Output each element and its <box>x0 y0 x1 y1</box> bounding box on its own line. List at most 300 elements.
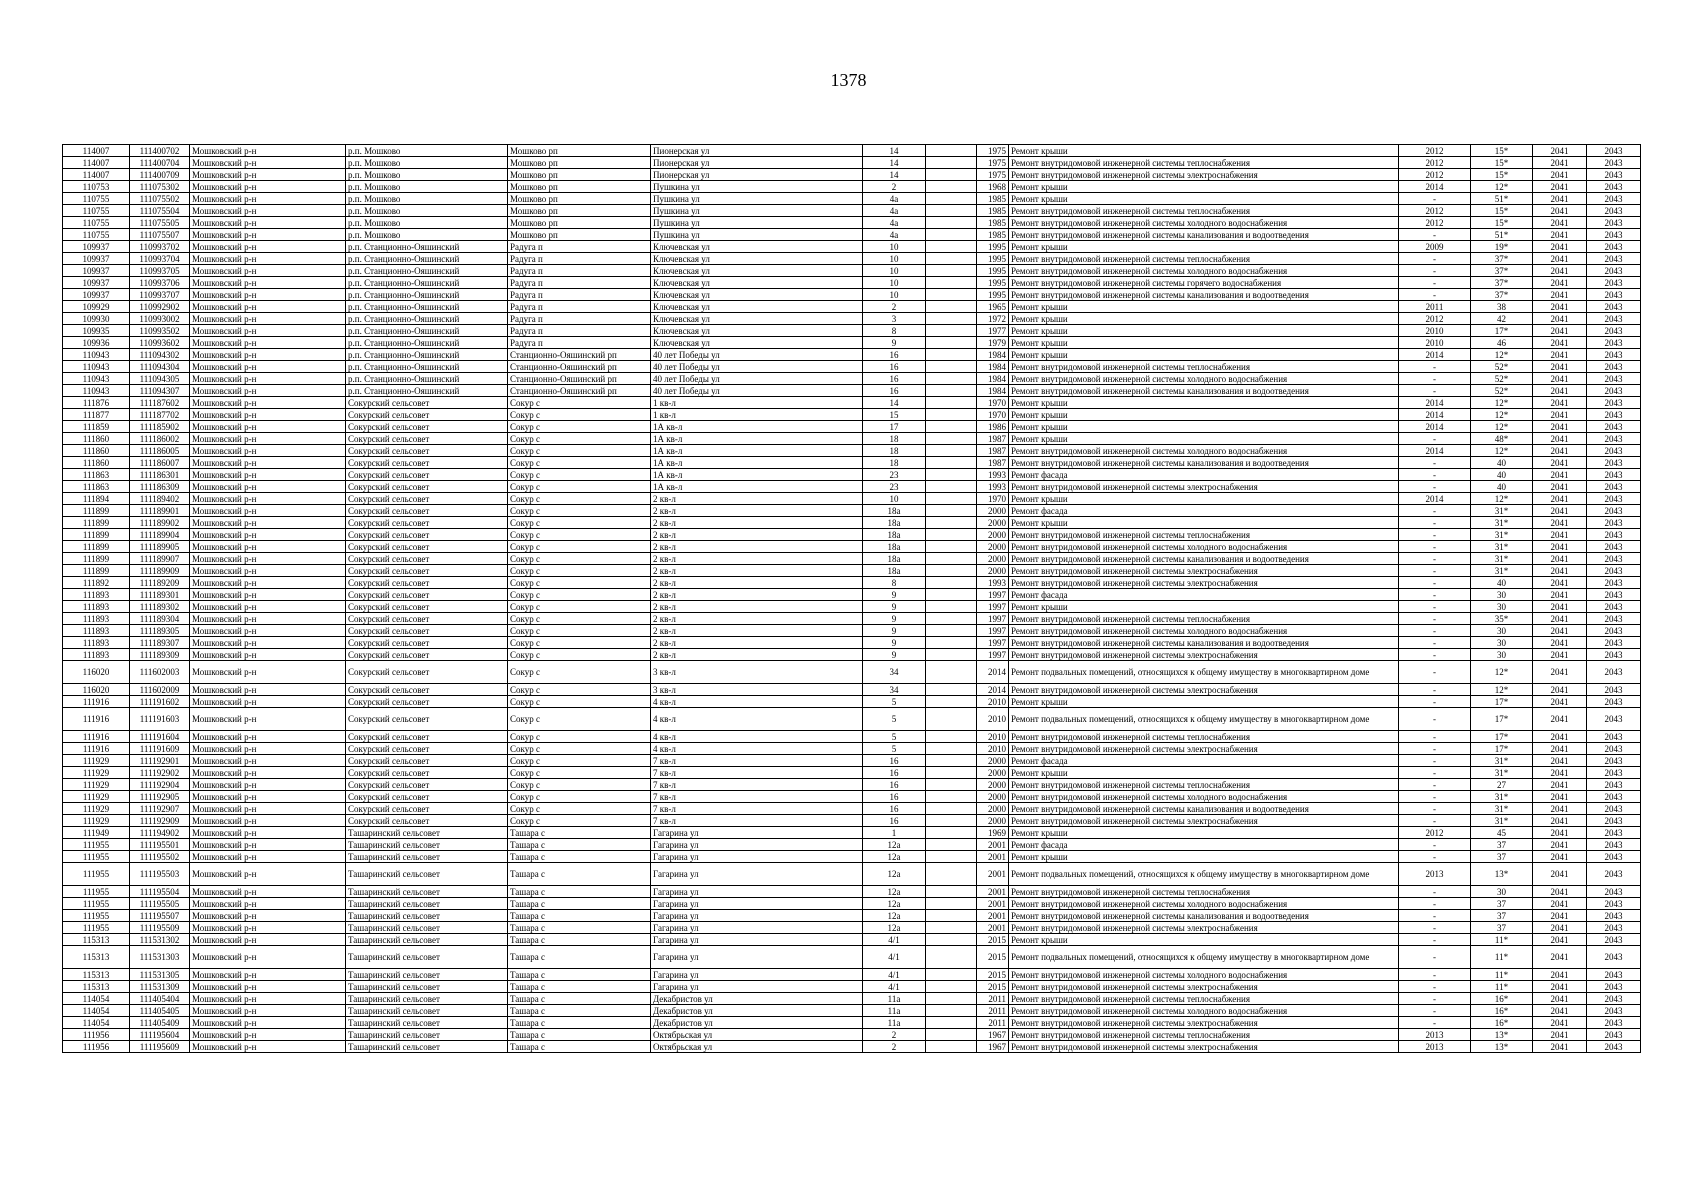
locality-cell: Мошково рп <box>508 145 651 157</box>
street-cell: 7 кв-л <box>651 767 863 779</box>
street-cell: 1А кв-л <box>651 457 863 469</box>
last-repair-year-cell: - <box>1399 803 1471 815</box>
work-type-cell: Ремонт фасада <box>1009 839 1399 851</box>
table-row <box>63 337 1641 349</box>
table-row <box>63 827 1641 839</box>
locality-cell: Сокур с <box>508 505 651 517</box>
table-row <box>63 625 1641 637</box>
build-year-cell: 2010 <box>977 743 1009 755</box>
municipality-cell: Сокурский сельсовет <box>346 684 508 696</box>
last-repair-year-cell: - <box>1399 289 1471 301</box>
locality-cell: Ташара с <box>508 1041 651 1053</box>
locality-cell: Сокур с <box>508 493 651 505</box>
municipality-cell: Сокурский сельсовет <box>346 553 508 565</box>
work-type-cell: Ремонт крыши <box>1009 145 1399 157</box>
locality-cell: Радуга п <box>508 325 651 337</box>
house-number-cell: 12а <box>863 886 926 898</box>
house-id-cell: 111899 <box>63 529 130 541</box>
building-cell <box>926 1041 977 1053</box>
build-year-cell: 1968 <box>977 181 1009 193</box>
plan-end-year-cell: 2043 <box>1587 253 1641 265</box>
municipality-cell: Сокурский сельсовет <box>346 755 508 767</box>
work-id-cell: 111602003 <box>130 661 190 684</box>
work-id-cell: 110993602 <box>130 337 190 349</box>
locality-cell: Сокур с <box>508 433 651 445</box>
last-repair-year-cell: - <box>1399 457 1471 469</box>
wear-cell: 15* <box>1471 205 1533 217</box>
table-row <box>63 981 1641 993</box>
build-year-cell: 1997 <box>977 589 1009 601</box>
house-number-cell: 16 <box>863 349 926 361</box>
work-type-cell: Ремонт крыши <box>1009 601 1399 613</box>
building-cell <box>926 684 977 696</box>
wear-cell: 12* <box>1471 493 1533 505</box>
wear-cell: 17* <box>1471 708 1533 731</box>
district-cell: Мошковский р-н <box>190 301 346 313</box>
house-number-cell: 14 <box>863 157 926 169</box>
wear-cell: 11* <box>1471 946 1533 969</box>
plan-end-year-cell: 2043 <box>1587 505 1641 517</box>
locality-cell: Ташара с <box>508 922 651 934</box>
build-year-cell: 1997 <box>977 637 1009 649</box>
locality-cell: Сокур с <box>508 803 651 815</box>
plan-start-year-cell: 2041 <box>1533 708 1587 731</box>
house-number-cell: 2 <box>863 301 926 313</box>
municipality-cell: р.п. Станционно-Ояшинский <box>346 241 508 253</box>
plan-end-year-cell: 2043 <box>1587 863 1641 886</box>
locality-cell: Сокур с <box>508 577 651 589</box>
municipality-cell: Ташаринский сельсовет <box>346 1029 508 1041</box>
last-repair-year-cell: - <box>1399 731 1471 743</box>
wear-cell: 16* <box>1471 993 1533 1005</box>
build-year-cell: 2000 <box>977 529 1009 541</box>
plan-end-year-cell: 2043 <box>1587 625 1641 637</box>
building-cell <box>926 791 977 803</box>
wear-cell: 17* <box>1471 731 1533 743</box>
table-row <box>63 541 1641 553</box>
wear-cell: 48* <box>1471 433 1533 445</box>
plan-start-year-cell: 2041 <box>1533 277 1587 289</box>
house-id-cell: 110943 <box>63 373 130 385</box>
work-id-cell: 111195604 <box>130 1029 190 1041</box>
street-cell: Ключевская ул <box>651 241 863 253</box>
house-id-cell: 111955 <box>63 839 130 851</box>
house-number-cell: 10 <box>863 241 926 253</box>
municipality-cell: Сокурский сельсовет <box>346 625 508 637</box>
locality-cell: Сокур с <box>508 529 651 541</box>
building-cell <box>926 779 977 791</box>
table-row <box>63 277 1641 289</box>
work-type-cell: Ремонт фасада <box>1009 505 1399 517</box>
wear-cell: 31* <box>1471 553 1533 565</box>
municipality-cell: Сокурский сельсовет <box>346 767 508 779</box>
building-cell <box>926 755 977 767</box>
work-type-cell: Ремонт внутридомовой инженерной системы электроснабжения <box>1009 565 1399 577</box>
municipality-cell: р.п. Станционно-Ояшинский <box>346 277 508 289</box>
table-row <box>63 361 1641 373</box>
last-repair-year-cell: 2013 <box>1399 1041 1471 1053</box>
house-id-cell: 111892 <box>63 577 130 589</box>
municipality-cell: р.п. Станционно-Ояшинский <box>346 385 508 397</box>
work-type-cell: Ремонт крыши <box>1009 301 1399 313</box>
house-id-cell: 109937 <box>63 253 130 265</box>
plan-end-year-cell: 2043 <box>1587 169 1641 181</box>
house-number-cell: 1 <box>863 827 926 839</box>
district-cell: Мошковский р-н <box>190 145 346 157</box>
house-number-cell: 3 <box>863 313 926 325</box>
locality-cell: Мошково рп <box>508 169 651 181</box>
table-row <box>63 649 1641 661</box>
plan-end-year-cell: 2043 <box>1587 637 1641 649</box>
plan-end-year-cell: 2043 <box>1587 731 1641 743</box>
building-cell <box>926 898 977 910</box>
house-number-cell: 12а <box>863 910 926 922</box>
work-type-cell: Ремонт внутридомовой инженерной системы электроснабжения <box>1009 577 1399 589</box>
plan-start-year-cell: 2041 <box>1533 421 1587 433</box>
district-cell: Мошковский р-н <box>190 589 346 601</box>
table-row <box>63 743 1641 755</box>
locality-cell: Сокур с <box>508 684 651 696</box>
build-year-cell: 1997 <box>977 613 1009 625</box>
plan-end-year-cell: 2043 <box>1587 289 1641 301</box>
district-cell: Мошковский р-н <box>190 625 346 637</box>
table-row <box>63 1017 1641 1029</box>
district-cell: Мошковский р-н <box>190 637 346 649</box>
street-cell: 4 кв-л <box>651 731 863 743</box>
locality-cell: Сокур с <box>508 696 651 708</box>
table-row <box>63 253 1641 265</box>
house-number-cell: 4а <box>863 229 926 241</box>
street-cell: 40 лет Победы ул <box>651 385 863 397</box>
last-repair-year-cell: 2012 <box>1399 205 1471 217</box>
street-cell: 1 кв-л <box>651 397 863 409</box>
locality-cell: Ташара с <box>508 934 651 946</box>
locality-cell: Сокур с <box>508 445 651 457</box>
wear-cell: 31* <box>1471 529 1533 541</box>
last-repair-year-cell: - <box>1399 505 1471 517</box>
house-id-cell: 111860 <box>63 457 130 469</box>
house-id-cell: 109937 <box>63 265 130 277</box>
locality-cell: Мошково рп <box>508 181 651 193</box>
house-id-cell: 110755 <box>63 229 130 241</box>
plan-start-year-cell: 2041 <box>1533 541 1587 553</box>
district-cell: Мошковский р-н <box>190 1005 346 1017</box>
plan-end-year-cell: 2043 <box>1587 373 1641 385</box>
work-type-cell: Ремонт крыши <box>1009 325 1399 337</box>
house-number-cell: 8 <box>863 577 926 589</box>
plan-end-year-cell: 2043 <box>1587 589 1641 601</box>
wear-cell: 30 <box>1471 589 1533 601</box>
last-repair-year-cell: - <box>1399 253 1471 265</box>
building-cell <box>926 731 977 743</box>
plan-start-year-cell: 2041 <box>1533 157 1587 169</box>
table-row <box>63 696 1641 708</box>
locality-cell: Сокур с <box>508 791 651 803</box>
locality-cell: Сокур с <box>508 779 651 791</box>
wear-cell: 37 <box>1471 898 1533 910</box>
house-number-cell: 8 <box>863 325 926 337</box>
locality-cell: Ташара с <box>508 1017 651 1029</box>
plan-end-year-cell: 2043 <box>1587 661 1641 684</box>
plan-start-year-cell: 2041 <box>1533 993 1587 1005</box>
table-row <box>63 445 1641 457</box>
house-number-cell: 5 <box>863 708 926 731</box>
municipality-cell: Сокурский сельсовет <box>346 529 508 541</box>
house-id-cell: 111899 <box>63 505 130 517</box>
street-cell: 4 кв-л <box>651 708 863 731</box>
last-repair-year-cell: - <box>1399 993 1471 1005</box>
work-type-cell: Ремонт внутридомовой инженерной системы теплоснабжения <box>1009 731 1399 743</box>
building-cell <box>926 181 977 193</box>
house-number-cell: 9 <box>863 601 926 613</box>
work-type-cell: Ремонт фасада <box>1009 589 1399 601</box>
house-number-cell: 12а <box>863 851 926 863</box>
house-id-cell: 111899 <box>63 565 130 577</box>
table-row <box>63 229 1641 241</box>
work-type-cell: Ремонт крыши <box>1009 241 1399 253</box>
plan-start-year-cell: 2041 <box>1533 493 1587 505</box>
house-id-cell: 111893 <box>63 589 130 601</box>
wear-cell: 37 <box>1471 922 1533 934</box>
municipality-cell: Ташаринский сельсовет <box>346 886 508 898</box>
table-row <box>63 565 1641 577</box>
plan-start-year-cell: 2041 <box>1533 217 1587 229</box>
plan-start-year-cell: 2041 <box>1533 313 1587 325</box>
district-cell: Мошковский р-н <box>190 505 346 517</box>
municipality-cell: Сокурский сельсовет <box>346 637 508 649</box>
house-id-cell: 111893 <box>63 649 130 661</box>
plan-start-year-cell: 2041 <box>1533 469 1587 481</box>
house-id-cell: 111956 <box>63 1041 130 1053</box>
street-cell: Гагарина ул <box>651 898 863 910</box>
plan-start-year-cell: 2041 <box>1533 433 1587 445</box>
work-type-cell: Ремонт крыши <box>1009 827 1399 839</box>
work-id-cell: 111189304 <box>130 613 190 625</box>
build-year-cell: 1993 <box>977 577 1009 589</box>
plan-start-year-cell: 2041 <box>1533 696 1587 708</box>
table-row <box>63 791 1641 803</box>
building-cell <box>926 910 977 922</box>
plan-end-year-cell: 2043 <box>1587 696 1641 708</box>
wear-cell: 31* <box>1471 815 1533 827</box>
last-repair-year-cell: 2013 <box>1399 863 1471 886</box>
work-id-cell: 111189309 <box>130 649 190 661</box>
work-type-cell: Ремонт внутридомовой инженерной системы теплоснабжения <box>1009 993 1399 1005</box>
plan-end-year-cell: 2043 <box>1587 649 1641 661</box>
plan-end-year-cell: 2043 <box>1587 886 1641 898</box>
build-year-cell: 1987 <box>977 445 1009 457</box>
house-number-cell: 12а <box>863 922 926 934</box>
table-row <box>63 684 1641 696</box>
work-type-cell: Ремонт внутридомовой инженерной системы холодного водоснабжения <box>1009 445 1399 457</box>
district-cell: Мошковский р-н <box>190 325 346 337</box>
wear-cell: 31* <box>1471 505 1533 517</box>
last-repair-year-cell: 2014 <box>1399 409 1471 421</box>
municipality-cell: р.п. Мошково <box>346 217 508 229</box>
plan-start-year-cell: 2041 <box>1533 779 1587 791</box>
plan-start-year-cell: 2041 <box>1533 637 1587 649</box>
municipality-cell: р.п. Станционно-Ояшинский <box>346 289 508 301</box>
build-year-cell: 2011 <box>977 1017 1009 1029</box>
street-cell: Гагарина ул <box>651 969 863 981</box>
municipality-cell: Сокурский сельсовет <box>346 505 508 517</box>
table-row <box>63 755 1641 767</box>
work-type-cell: Ремонт внутридомовой инженерной системы электроснабжения <box>1009 815 1399 827</box>
street-cell: Гагарина ул <box>651 886 863 898</box>
wear-cell: 30 <box>1471 625 1533 637</box>
house-id-cell: 115313 <box>63 969 130 981</box>
house-id-cell: 111929 <box>63 779 130 791</box>
work-id-cell: 111192901 <box>130 755 190 767</box>
work-type-cell: Ремонт крыши <box>1009 696 1399 708</box>
municipality-cell: р.п. Станционно-Ояшинский <box>346 313 508 325</box>
locality-cell: Сокур с <box>508 541 651 553</box>
plan-start-year-cell: 2041 <box>1533 1005 1587 1017</box>
table-row <box>63 1029 1641 1041</box>
plan-end-year-cell: 2043 <box>1587 445 1641 457</box>
municipality-cell: Ташаринский сельсовет <box>346 898 508 910</box>
wear-cell: 31* <box>1471 565 1533 577</box>
house-id-cell: 111916 <box>63 708 130 731</box>
district-cell: Мошковский р-н <box>190 529 346 541</box>
plan-start-year-cell: 2041 <box>1533 505 1587 517</box>
plan-start-year-cell: 2041 <box>1533 361 1587 373</box>
street-cell: Декабристов ул <box>651 1005 863 1017</box>
street-cell: 2 кв-л <box>651 517 863 529</box>
work-type-cell: Ремонт внутридомовой инженерной системы горячего водоснабжения <box>1009 277 1399 289</box>
building-cell <box>926 493 977 505</box>
municipality-cell: Сокурский сельсовет <box>346 708 508 731</box>
municipality-cell: Ташаринский сельсовет <box>346 827 508 839</box>
work-type-cell: Ремонт подвальных помещений, относящихся к общему имуществу в многоквартирном доме <box>1009 946 1399 969</box>
house-number-cell: 14 <box>863 397 926 409</box>
plan-end-year-cell: 2043 <box>1587 193 1641 205</box>
building-cell <box>926 229 977 241</box>
district-cell: Мошковский р-н <box>190 517 346 529</box>
wear-cell: 12* <box>1471 684 1533 696</box>
plan-start-year-cell: 2041 <box>1533 731 1587 743</box>
build-year-cell: 1984 <box>977 361 1009 373</box>
build-year-cell: 1995 <box>977 241 1009 253</box>
house-id-cell: 109930 <box>63 313 130 325</box>
street-cell: Пушкина ул <box>651 217 863 229</box>
house-id-cell: 111949 <box>63 827 130 839</box>
house-id-cell: 110753 <box>63 181 130 193</box>
plan-end-year-cell: 2043 <box>1587 457 1641 469</box>
plan-start-year-cell: 2041 <box>1533 325 1587 337</box>
plan-end-year-cell: 2043 <box>1587 910 1641 922</box>
municipality-cell: Сокурский сельсовет <box>346 696 508 708</box>
municipality-cell: Сокурский сельсовет <box>346 433 508 445</box>
work-type-cell: Ремонт внутридомовой инженерной системы теплоснабжения <box>1009 1029 1399 1041</box>
plan-end-year-cell: 2043 <box>1587 1029 1641 1041</box>
plan-start-year-cell: 2041 <box>1533 481 1587 493</box>
street-cell: 4 кв-л <box>651 696 863 708</box>
wear-cell: 31* <box>1471 767 1533 779</box>
plan-start-year-cell: 2041 <box>1533 565 1587 577</box>
house-id-cell: 111916 <box>63 743 130 755</box>
building-cell <box>926 469 977 481</box>
plan-end-year-cell: 2043 <box>1587 934 1641 946</box>
plan-start-year-cell: 2041 <box>1533 553 1587 565</box>
street-cell: Гагарина ул <box>651 910 863 922</box>
last-repair-year-cell: 2012 <box>1399 145 1471 157</box>
build-year-cell: 1987 <box>977 457 1009 469</box>
building-cell <box>926 922 977 934</box>
work-id-cell: 111186301 <box>130 469 190 481</box>
house-number-cell: 4/1 <box>863 981 926 993</box>
last-repair-year-cell: - <box>1399 886 1471 898</box>
house-number-cell: 9 <box>863 589 926 601</box>
house-id-cell: 110943 <box>63 385 130 397</box>
house-id-cell: 111955 <box>63 886 130 898</box>
build-year-cell: 1967 <box>977 1029 1009 1041</box>
building-cell <box>926 529 977 541</box>
work-type-cell: Ремонт внутридомовой инженерной системы канализования и водоотведения <box>1009 289 1399 301</box>
street-cell: Ключевская ул <box>651 325 863 337</box>
build-year-cell: 2001 <box>977 922 1009 934</box>
plan-start-year-cell: 2041 <box>1533 445 1587 457</box>
building-cell <box>926 205 977 217</box>
last-repair-year-cell: - <box>1399 767 1471 779</box>
locality-cell: Сокур с <box>508 755 651 767</box>
house-number-cell: 16 <box>863 385 926 397</box>
street-cell: 7 кв-л <box>651 815 863 827</box>
wear-cell: 16* <box>1471 1017 1533 1029</box>
work-type-cell: Ремонт внутридомовой инженерной системы холодного водоснабжения <box>1009 1005 1399 1017</box>
street-cell: 7 кв-л <box>651 791 863 803</box>
building-cell <box>926 553 977 565</box>
locality-cell: Сокур с <box>508 409 651 421</box>
table-row <box>63 637 1641 649</box>
work-id-cell: 111189305 <box>130 625 190 637</box>
plan-end-year-cell: 2043 <box>1587 301 1641 313</box>
house-number-cell: 34 <box>863 661 926 684</box>
work-type-cell: Ремонт внутридомовой инженерной системы теплоснабжения <box>1009 205 1399 217</box>
table-row <box>63 241 1641 253</box>
house-number-cell: 12а <box>863 898 926 910</box>
table-row <box>63 1041 1641 1053</box>
house-id-cell: 111863 <box>63 469 130 481</box>
plan-start-year-cell: 2041 <box>1533 397 1587 409</box>
house-number-cell: 16 <box>863 361 926 373</box>
last-repair-year-cell: - <box>1399 613 1471 625</box>
last-repair-year-cell: - <box>1399 661 1471 684</box>
table-row <box>63 325 1641 337</box>
table-row <box>63 1005 1641 1017</box>
plan-end-year-cell: 2043 <box>1587 613 1641 625</box>
house-id-cell: 111860 <box>63 445 130 457</box>
wear-cell: 12* <box>1471 349 1533 361</box>
municipality-cell: р.п. Станционно-Ояшинский <box>346 325 508 337</box>
wear-cell: 30 <box>1471 601 1533 613</box>
wear-cell: 11* <box>1471 969 1533 981</box>
district-cell: Мошковский р-н <box>190 946 346 969</box>
work-type-cell: Ремонт внутридомовой инженерной системы холодного водоснабжения <box>1009 625 1399 637</box>
plan-start-year-cell: 2041 <box>1533 385 1587 397</box>
house-number-cell: 18а <box>863 541 926 553</box>
build-year-cell: 2010 <box>977 731 1009 743</box>
street-cell: 2 кв-л <box>651 601 863 613</box>
plan-end-year-cell: 2043 <box>1587 385 1641 397</box>
build-year-cell: 1995 <box>977 289 1009 301</box>
municipality-cell: р.п. Мошково <box>346 157 508 169</box>
house-id-cell: 110943 <box>63 349 130 361</box>
wear-cell: 40 <box>1471 481 1533 493</box>
plan-end-year-cell: 2043 <box>1587 969 1641 981</box>
house-number-cell: 9 <box>863 625 926 637</box>
work-type-cell: Ремонт внутридомовой инженерной системы холодного водоснабжения <box>1009 217 1399 229</box>
